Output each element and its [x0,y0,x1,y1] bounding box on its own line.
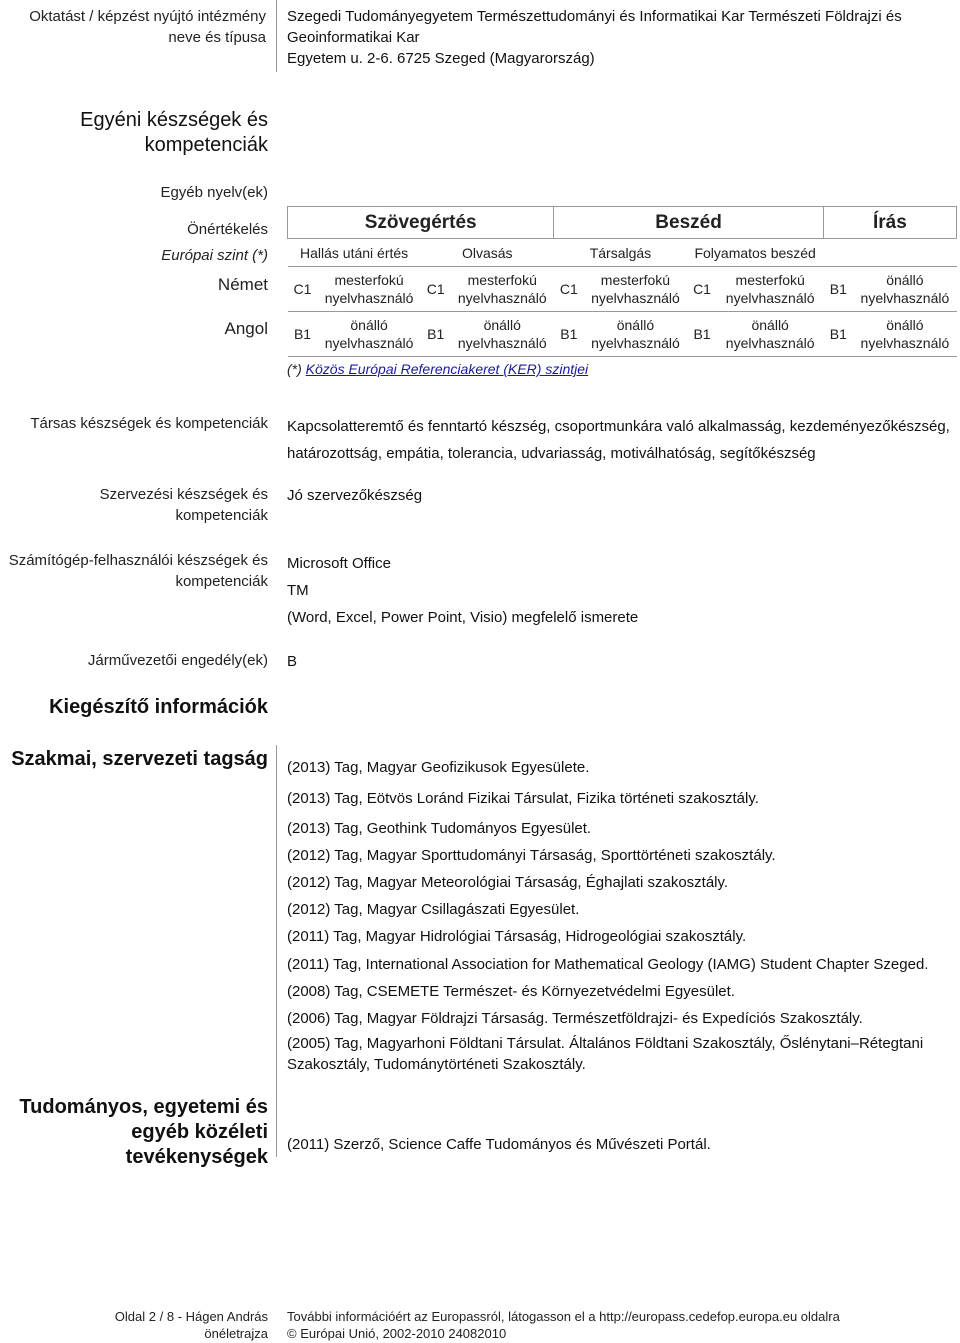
membership-item: (2013) Tag, Magyar Geofizikusok Egyesülete. [287,759,590,776]
computer-line-3: (Word, Excel, Power Point, Visio) megfelelő ismerete [287,609,639,626]
skills-heading [0,108,268,158]
language-name-german: Német [217,275,268,294]
language-table-subheader [288,239,957,267]
social-line-1: Kapcsolatteremtő és fenntartó készség, csoportmunkára való alkalmasság, kezdeményezőkészség, [287,418,950,435]
level-code: B1 [687,312,717,357]
level-desc: önálló nyelvhasználó [451,312,554,357]
employer-line-3: Egyetem u. 2-6. 6725 Szeged (Magyarország) [287,50,595,67]
membership-item: (2005) Tag, Magyarhoni Földtani Társulat. Általános Földtani Szakosztály, Őslénytani–Rétegtani Szakosztály, Tudománytörténeti Szakosztály. [287,1035,924,1073]
membership-item: (2013) Tag, Geothink Tudományos Egyesület. [287,820,592,837]
level-code: B1 [823,312,853,357]
social-skills-value [287,413,952,467]
level-desc: mesterfokú nyelvhasználó [584,267,687,312]
employer-label [0,6,266,48]
level-code: B1 [554,312,584,357]
academic-label-line-1: Tudományos, egyetemi és [19,1096,268,1118]
column-divider-top [276,0,277,72]
computer-skills-label [0,550,268,592]
level-code: C1 [554,267,584,312]
membership-item: (2008) Tag, CSEMETE Természet- és Környezetvédelmi Egyesület. [287,983,735,1000]
computer-label-line-2: kompetenciák [175,573,268,590]
membership-item: (2013) Tag, Eötvös Loránd Fizikai Társulat, Fizika történeti szakosztály. [287,790,759,807]
membership-item: (2012) Tag, Magyar Csillagászati Egyesület. [287,901,580,918]
employer-value [287,6,952,69]
membership-item: (2012) Tag, Magyar Sporttudományi Társaság, Sporttörténeti szakosztály. [287,847,776,864]
footer-europass-info [287,1308,952,1342]
driving-licence-label: Járművezetői engedély(ek) [87,652,268,669]
level-desc: önálló nyelvhasználó [853,312,956,357]
employer-label-text: Oktatást / képzést nyújtó intézmény neve és típusa [29,8,266,46]
footer-page-info [0,1308,268,1342]
other-languages-label: Egyéb nyelv(ek) [160,184,268,201]
memberships-label: Szakmai, szervezeti tagság [11,748,268,770]
european-level-label: Európai szint (*) [161,247,268,264]
level-code: B1 [421,312,451,357]
skills-heading-line-1: Egyéni készségek és [80,109,268,131]
subheader-production: Folyamatos beszéd [687,239,823,267]
level-code: B1 [823,267,853,312]
computer-skills-value [287,550,952,631]
subheader-listening: Hallás utáni értés [288,239,421,267]
level-code: C1 [288,267,318,312]
level-desc: önálló nyelvhasználó [318,312,421,357]
social-line-2: határozottság, empátia, tolerancia, udvariasság, motiválhatóság, segítőkészség [287,445,816,462]
language-row-german [288,267,957,312]
academic-activity-item: (2011) Szerző, Science Caffe Tudományos és Művészeti Portál. [287,1136,711,1153]
footer-page-line-1: Oldal 2 / 8 - Hágen András [114,1309,268,1324]
membership-item: (2006) Tag, Magyar Földrajzi Társaság. Természetföldrajzi- és Expedíciós Szakosztály. [287,1010,863,1027]
level-code: B1 [288,312,318,357]
header-writing: Írás [823,207,956,239]
level-desc: önálló nyelvhasználó [853,267,956,312]
membership-item: (2012) Tag, Magyar Meteorológiai Társaság, Éghajlati szakosztály. [287,874,729,891]
level-desc: mesterfokú nyelvhasználó [717,267,823,312]
header-understanding: Szövegértés [288,207,554,239]
social-skills-label: Társas készségek és kompetenciák [30,415,268,432]
language-table-header [288,207,957,239]
subheader-interaction: Társalgás [554,239,687,267]
academic-label-line-2: egyéb közéleti tevékenységek [125,1121,268,1168]
skills-heading-line-2: kompetenciák [144,134,268,156]
organisational-skills-value: Jó szervezőkészség [287,487,423,504]
level-desc: önálló nyelvhasználó [584,312,687,357]
driving-licence-value: B [287,653,298,670]
additional-info-heading: Kiegészítő információk [49,696,268,718]
cefr-levels-link[interactable]: Közös Európai Referenciakeret (KER) szintjei [305,361,589,377]
footnote-prefix: (*) [287,361,306,377]
subheader-reading: Olvasás [421,239,554,267]
language-row-english [288,312,957,357]
employer-line-2: Geoinformatikai Kar [287,29,420,46]
membership-item: (2011) Tag, International Association for Mathematical Geology (IAMG) Student Chapter Szeged. [287,956,929,973]
organisational-label-line-1: Szervezési készségek és [99,486,268,503]
computer-line-2: TM [287,582,309,599]
level-desc: mesterfokú nyelvhasználó [318,267,421,312]
level-desc: mesterfokú nyelvhasználó [451,267,554,312]
language-name-english: Angol [224,319,268,338]
employer-line-1: Szegedi Tudományegyetem Természettudományi és Informatikai Kar Természeti Földrajzi és [287,8,902,25]
footer-europass-line-1: További információért az Europassról, látogasson el a http://europass.cedefop.europa.eu oldalra [287,1309,840,1324]
level-code: C1 [687,267,717,312]
column-divider-bottom [276,745,277,1157]
footer-copyright: © Európai Unió, 2002-2010 24082010 [287,1326,507,1341]
computer-line-1: Microsoft Office [287,555,391,572]
language-table [287,206,957,357]
footer-page-line-2: önéletrajza [204,1326,268,1341]
subheader-writing [823,239,956,267]
academic-activities-label [0,1095,268,1170]
cefr-footnote [287,361,588,377]
header-speaking: Beszéd [554,207,823,239]
level-code: C1 [421,267,451,312]
organisational-skills-label [0,484,268,526]
self-assessment-label: Önértékelés [187,221,268,238]
level-desc: önálló nyelvhasználó [717,312,823,357]
membership-item: (2011) Tag, Magyar Hidrológiai Társaság, Hidrogeológiai szakosztály. [287,928,747,945]
organisational-label-line-2: kompetenciák [175,507,268,524]
computer-label-line-1: Számítógép-felhasználói készségek és [8,552,268,569]
